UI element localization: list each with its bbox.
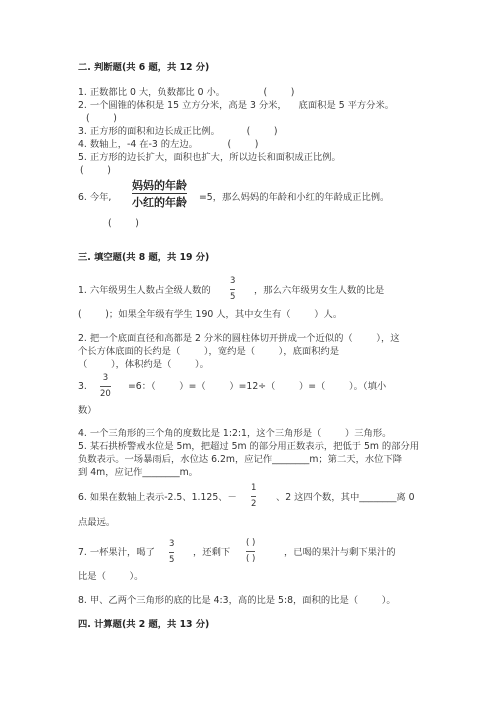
judge-q2: 2. 一个圆锥的体积是 15 立方分米，高是 3 分米， 底面积是 5 平方分米。 — [78, 100, 395, 111]
fill-q7-prefix: 7. 一杯果汁，喝了 — [78, 547, 155, 558]
blank-numerator: ( ) — [246, 538, 256, 548]
fill-q7-mid: ，还剩下 — [193, 547, 231, 558]
fraction-denominator: 小红的年龄 — [132, 196, 187, 209]
fraction-numerator: 妈妈的年龄 — [132, 179, 187, 192]
fraction-bar — [230, 289, 235, 290]
fraction-numerator: 3 — [230, 276, 236, 286]
fill-q3-prefix: 3. — [78, 381, 87, 392]
fraction-bar — [246, 551, 255, 552]
section-2-title: 二. 判断题(共 6 题，共 12 分) — [78, 62, 210, 73]
fill-q5-line1: 5. 某石拱桥警戒水位是 5m，把超过 5m 的部分用正数表示，把低于 5m 的部分用 — [78, 441, 420, 452]
fraction-1-2 — [251, 484, 256, 508]
fraction-numerator: 3 — [102, 373, 109, 383]
fill-q4: 4. 一个三角形的三个角的度数比是 1:2:1，这个三角形是（ ）三角形。 — [78, 428, 392, 439]
judge-q5: 5. 正方形的边长扩大，面积也扩大，所以边长和面积成正比例。 — [78, 152, 341, 163]
judge-q6-paren: ( ) — [108, 218, 139, 229]
fraction-denominator: 20 — [100, 388, 111, 399]
fraction-denominator: 2 — [251, 498, 257, 509]
judge-q5-paren: ( ) — [80, 165, 111, 176]
fraction-bar — [100, 386, 111, 387]
fill-q1-line2: ( )；如果全年级有学生 190 人，其中女生有（ ）人。 — [78, 309, 343, 320]
fill-q6-suffix: 、2 这四个数，其中________离 0 — [276, 492, 415, 503]
fraction-denominator: 5 — [230, 291, 236, 302]
blank-fraction — [246, 539, 255, 563]
fill-q2-line2: 个长方体底面的长约是（ ），宽约是（ ），底面积约是 — [78, 346, 340, 357]
judge-q4: 4. 数轴上，-4 在-3 的左边。 ( ) — [78, 139, 259, 150]
fraction-denominator: 5 — [169, 554, 175, 565]
fraction-numerator: 1 — [251, 483, 257, 493]
section-3-title: 三. 填空题(共 8 题，共 19 分) — [78, 252, 210, 263]
blank-denominator: ( ) — [246, 553, 256, 564]
fraction-3-5 — [169, 540, 174, 564]
fill-q3-line2: 数） — [78, 405, 97, 416]
fill-q8: 8. 甲、乙两个三角形的底的比是 4:3，高的比是 5:8，面积的比是（ ）。 — [78, 595, 396, 606]
fill-q5-line3: 到 4m，应记作________m。 — [78, 467, 198, 478]
judge-q3: 3. 正方形的面积和边长成正比例。 ( ) — [78, 126, 278, 137]
fill-q5-line2: 负数表示。一场暴雨后，水位达 6.2m，应记作________m；第二天，水位下降 — [78, 454, 403, 465]
fill-q2-line1: 2. 把一个底面直径和高都是 2 分米的圆柱体切开拼成一个近似的（ ），这 — [78, 333, 400, 344]
fill-q7-line2: 比是（ ）。 — [78, 571, 144, 582]
fill-q1-suffix: ，那么六年级男女生人数的比是 — [254, 285, 385, 296]
fraction-bar — [251, 496, 256, 497]
fill-q7-suffix: ，已喝的果汁与剩下果汁的 — [284, 547, 396, 558]
judge-q6-prefix: 6. 今年, — [78, 192, 112, 203]
fill-q1-prefix: 1. 六年级男生人数占全级人数的 — [78, 285, 211, 296]
judge-q1: 1. 正数都比 0 大，负数都比 0 小。 ( ) — [78, 87, 295, 98]
fraction-3-20 — [100, 374, 111, 398]
fraction-bar — [132, 193, 187, 194]
fill-q6-line2: 点最远。 — [78, 517, 116, 528]
section-4-title: 四. 计算题(共 2 题，共 13 分) — [78, 619, 210, 630]
judge-q6-suffix: =5，那么妈妈的年龄和小红的年龄成正比例。 — [199, 192, 390, 203]
fraction-bar — [169, 552, 174, 553]
fill-q2-line3: （ ），体积约是（ ）。 — [78, 359, 209, 370]
judge-q2-paren: ( ) — [86, 113, 117, 124]
fraction-3-5 — [230, 277, 235, 301]
fraction-numerator: 3 — [169, 539, 175, 549]
fill-q6-prefix: 6. 如果在数轴上表示-2.5、1.125、－ — [78, 492, 237, 503]
age-ratio-fraction — [132, 180, 187, 208]
fill-q3-suffix: =6：（ ）=（ ）=12÷（ ）=（ ）。（填小 — [128, 381, 387, 392]
